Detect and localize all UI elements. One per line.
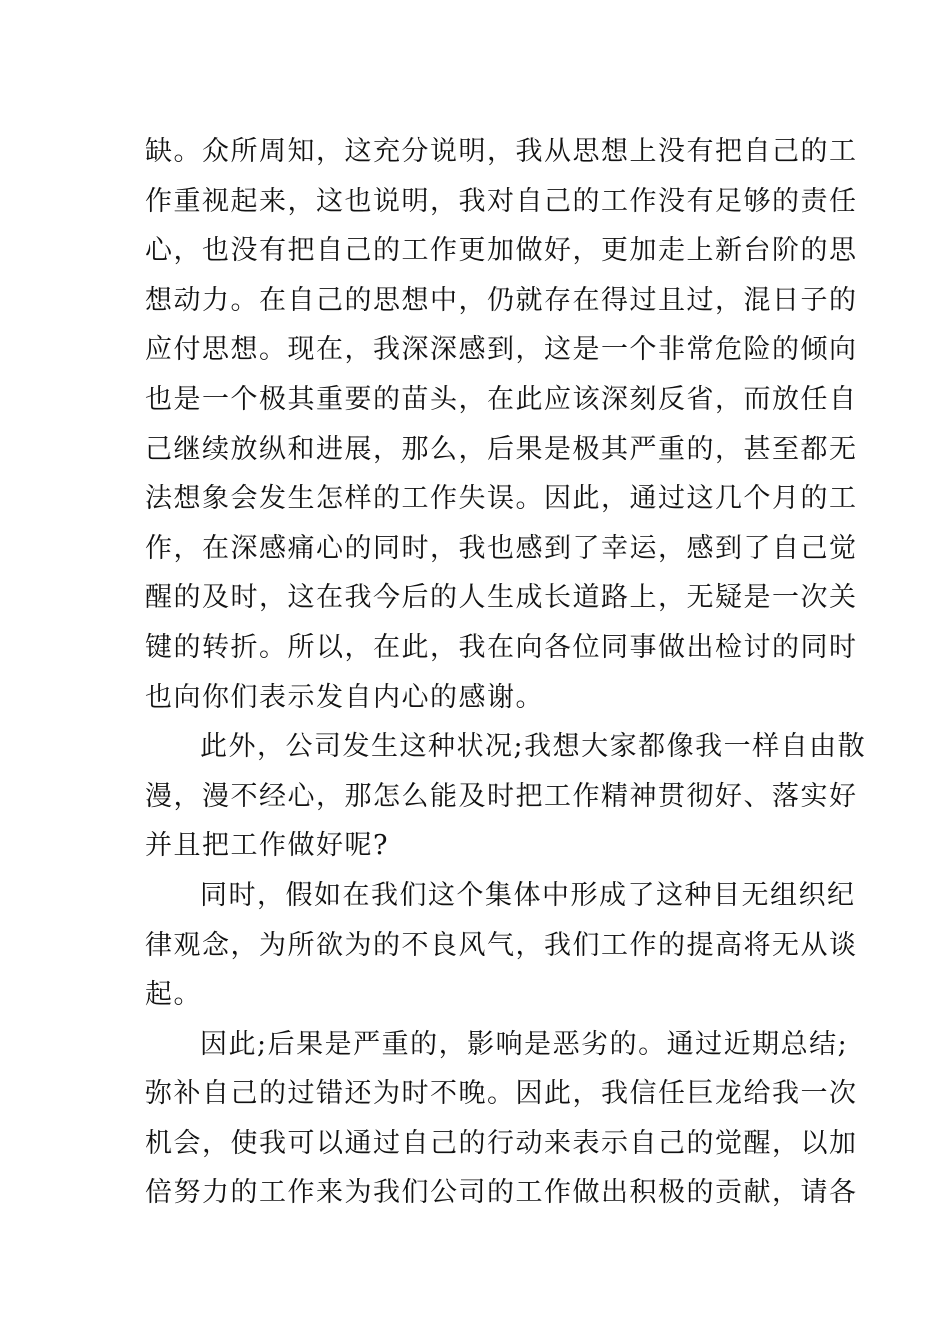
text-line: 作重视起来，这也说明，我对自己的工作没有足够的责任 xyxy=(145,185,858,217)
text-line: 醒的及时，这在我今后的人生成长道路上，无疑是一次关 xyxy=(145,582,858,614)
text-line: 漫，漫不经心，那怎么能及时把工作精神贯彻好、落实好 xyxy=(145,780,858,812)
text-line: 作，在深感痛心的同时，我也感到了幸运，感到了自己觉 xyxy=(145,532,858,564)
text-line: 键的转折。所以，在此，我在向各位同事做出检讨的同时 xyxy=(145,631,858,663)
text-line: 应付思想。现在，我深深感到，这是一个非常危险的倾向 xyxy=(145,334,858,366)
text-line: 缺。众所周知，这充分说明，我从思想上没有把自己的工 xyxy=(145,136,858,167)
text-line: 也是一个极其重要的苗头，在此应该深刻反省，而放任自 xyxy=(145,383,858,415)
document-body xyxy=(145,127,867,1218)
text-line: 同时，假如在我们这个集体中形成了这种目无组织纪 xyxy=(200,879,856,911)
text-line: 此外，公司发生这种状况;我想大家都像我一样自由散 xyxy=(200,731,867,763)
text-line: 机会，使我可以通过自己的行动来表示自己的觉醒，以加 xyxy=(145,1127,858,1159)
text-line: 律观念，为所欲为的不良风气，我们工作的提高将无从谈 xyxy=(145,929,858,961)
text-line: 并且把工作做好呢? xyxy=(145,830,389,862)
text-line: 法想象会发生怎样的工作失误。因此，通过这几个月的工 xyxy=(145,483,858,515)
text-line: 起。 xyxy=(145,979,202,1011)
text-line: 想动力。在自己的思想中，仍就存在得过且过，混日子的 xyxy=(145,284,858,316)
text-line: 己继续放纵和进展，那么，后果是极其严重的，甚至都无 xyxy=(145,433,858,465)
text-line: 弥补自己的过错还为时不晚。因此，我信任巨龙给我一次 xyxy=(145,1078,858,1110)
text-line: 倍努力的工作来为我们公司的工作做出积极的贡献，请各 xyxy=(145,1177,858,1209)
text-line: 心，也没有把自己的工作更加做好，更加走上新台阶的思 xyxy=(145,235,858,267)
text-line: 也向你们表示发自内心的感谢。 xyxy=(145,681,544,713)
text-line: 因此;后果是严重的，影响是恶劣的。通过近期总结; xyxy=(200,1028,849,1060)
